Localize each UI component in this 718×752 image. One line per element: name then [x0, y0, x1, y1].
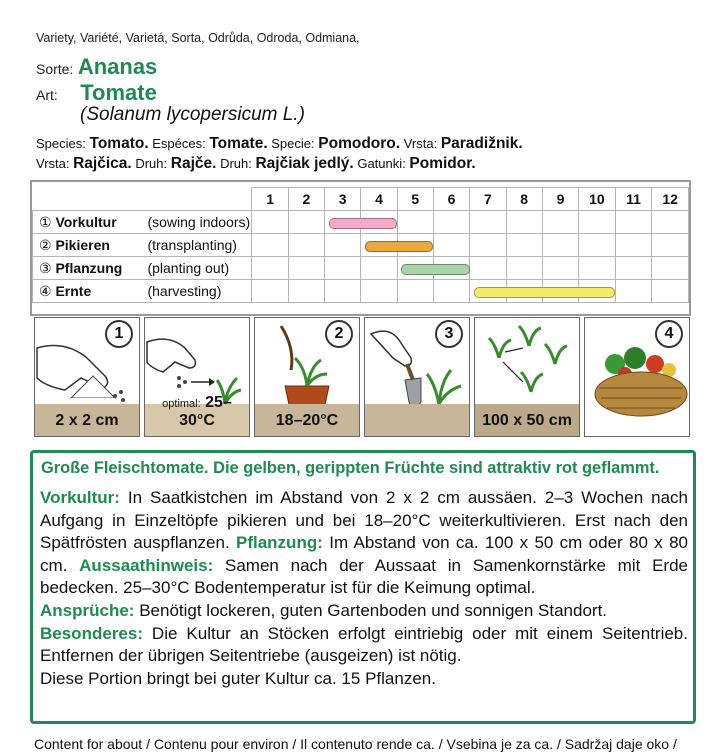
- art-row: [36, 80, 157, 106]
- pictogram-sowing: [34, 317, 140, 437]
- month-10: 10: [579, 188, 616, 211]
- calendar-row-ernte: ④ Ernte (harvesting): [33, 280, 689, 303]
- step-4-badge: 4: [655, 320, 683, 348]
- pictogram-planting-out: [364, 317, 470, 437]
- pflanzung-heading: Pflanzung:: [236, 533, 323, 553]
- portion-text: Diese Portion bringt bei guter Kultur ca. 15 Pflanzen.: [40, 668, 436, 688]
- species-line-2: Vrsta: Rajčica. Druh: Rajče. Druh: Rajčiak jedlý. Gatunki: Pomidor.: [36, 155, 476, 172]
- month-5: 5: [397, 188, 433, 211]
- variety-name: Ananas: [77, 54, 158, 79]
- variety-labels: Variety, Variété, Varietá, Sorta, Odrůda, Odroda, Odmiana,: [36, 31, 360, 45]
- calendar-month-header: [33, 188, 689, 211]
- ansprueche-heading: Ansprüche:: [40, 600, 135, 620]
- growing-temperature-caption: 18–20°C: [275, 412, 339, 429]
- sorte-row: [36, 54, 157, 80]
- plant-spacing-caption: 100 x 50 cm: [482, 412, 572, 429]
- description-body: Vorkultur: In Saatkistchen im Abstand von 2 x 2 cm aussäen. 2–3 Wochen nach Aufgang in Einzeltöpfe pikieren und bei 18–20°C weiterkultivieren. Erst nach den Spätfrösten auspflanzen. Pflanzung: Im Abstand von ca. 100 x 50 cm oder 80 x 80 cm. Aussaathinweis: Samen nach der Aussaat in Samenkornstärke mit Erde bedecken. 25–30°C Bodentemperatur ist für die Keimung optimal. Ansprüche: Benötigt lockeren, guten Gartenboden und sonnigen Standort. Besonderes: Die Kultur an Stöcken erfolgt eintriebig oder mit einem Seitentrieb. Entfernen der übrigen Seitentriebe (ausgeizen) ist nötig. Diese Portion bringt bei guter Kultur ca. 15 Pflanzen.: [40, 488, 688, 688]
- calendar-row-vorkultur: ① Vorkultur (sowing indoors): [33, 211, 689, 234]
- month-11: 11: [615, 188, 652, 211]
- pictogram-germination: [144, 317, 250, 437]
- step-3-badge: 3: [435, 320, 463, 348]
- period-bar-4: [474, 287, 616, 298]
- month-8: 8: [506, 188, 542, 211]
- month-9: 9: [542, 188, 578, 211]
- cropped-top-number: [36, 0, 43, 15]
- sorte-label: Sorte:: [36, 61, 74, 77]
- calendar-row-pflanzung: ③ Pflanzung (planting out): [33, 257, 689, 280]
- month-12: 12: [652, 188, 689, 211]
- spacing-caption: 2 x 2 cm: [55, 412, 119, 429]
- period-bar-1: [329, 218, 398, 229]
- species-name: Tomate: [80, 80, 157, 105]
- art-label: Art:: [36, 87, 58, 103]
- pictogram-transplanting: [254, 317, 360, 437]
- pictogram-harvest: [584, 317, 690, 437]
- period-bar-3: [401, 264, 470, 275]
- calendar-row-pikieren: ② Pikieren (transplanting): [33, 234, 689, 257]
- temperature-caption: optimal: 25–30°C: [162, 394, 232, 429]
- besonderes-heading: Besonderes:: [40, 623, 143, 643]
- species-line-1: Species: Tomato. Espéces: Tomate. Specie: Pomodoro. Vrsta: Paradižnik.: [36, 135, 523, 152]
- calendar-grid: [32, 187, 689, 303]
- month-4: 4: [361, 188, 397, 211]
- description-box: [30, 450, 696, 724]
- aussaathinweis-heading: Aussaathinweis:: [79, 555, 214, 575]
- step-1-badge: 1: [105, 320, 133, 348]
- month-6: 6: [433, 188, 469, 211]
- sowing-calendar: [30, 180, 691, 316]
- footer-content-note: Content for about / Contenu pour environ / Il contenuto rende ca. / Vsebina je za ca. / Sadržaj daje oko /: [34, 736, 677, 752]
- month-2: 2: [288, 188, 324, 211]
- step-2-badge: 2: [325, 320, 353, 348]
- latin-name: (Solanum lycopersicum L.): [80, 104, 305, 125]
- month-1: 1: [252, 188, 288, 211]
- month-3: 3: [325, 188, 361, 211]
- period-bar-2: [365, 241, 434, 252]
- description-headline: Große Fleischtomate. Die gelben, gerippten Früchte sind attraktiv rot geflammt.: [41, 459, 660, 477]
- pictogram-spacing: [474, 317, 580, 437]
- vorkultur-heading: Vorkultur:: [40, 488, 120, 507]
- month-7: 7: [470, 188, 506, 211]
